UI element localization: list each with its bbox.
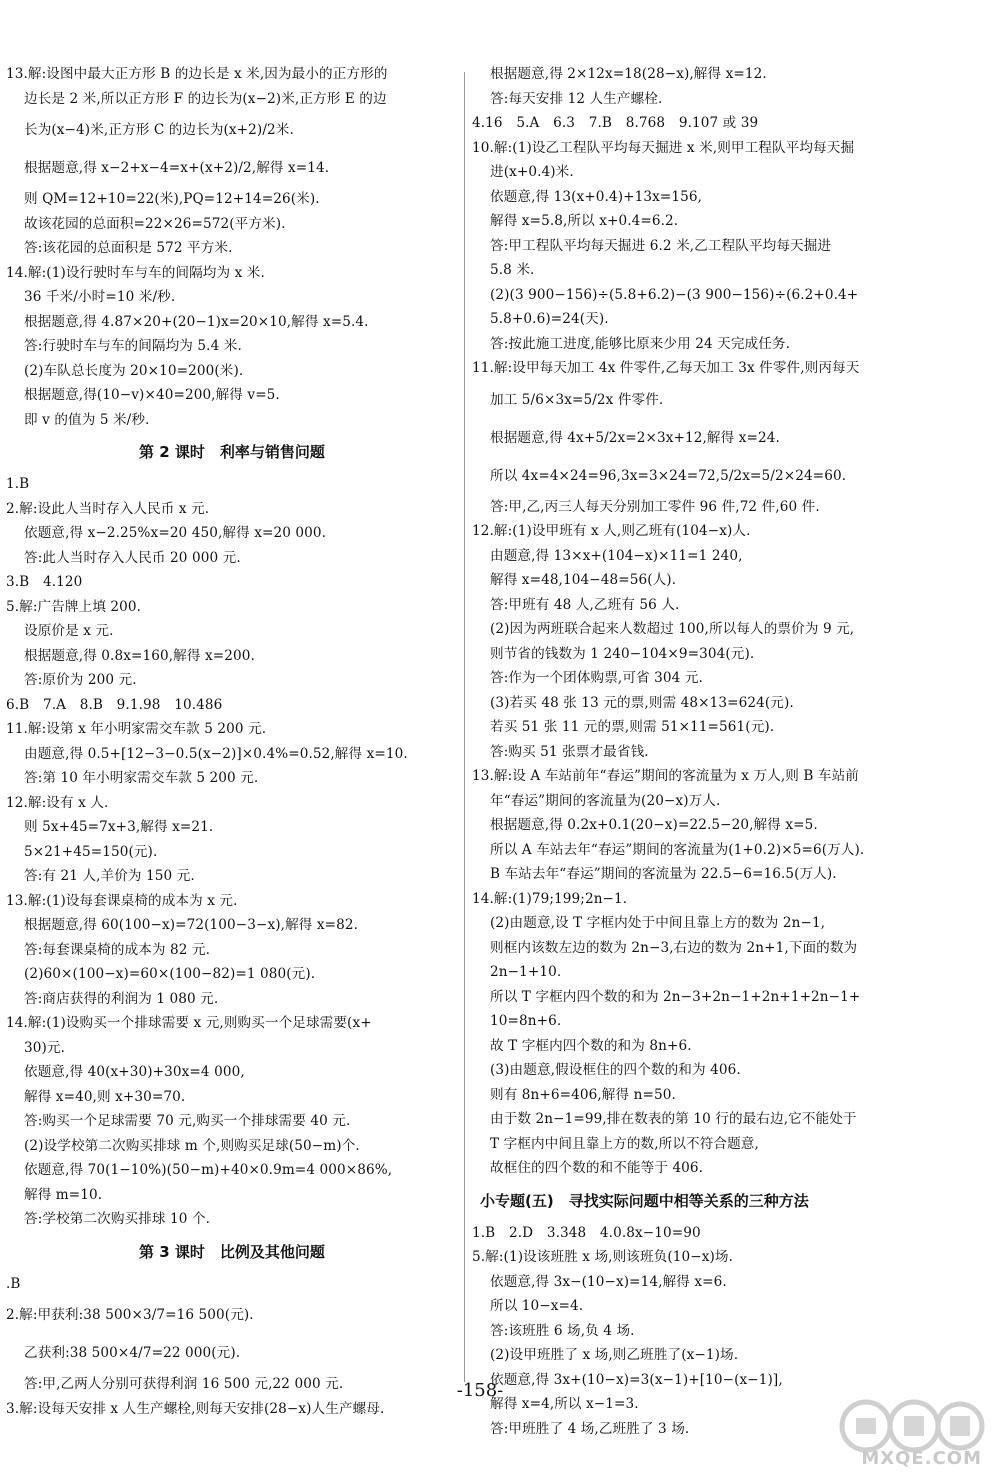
- answer-line: (2)60×(100−x)=60×(100−82)=1 080(元).: [24, 966, 316, 982]
- answer-line: (2)车队总长度为 20×10=200(米).: [24, 362, 244, 379]
- answer-line: 5×21+45=150(元).: [24, 843, 158, 860]
- answer-line: 设原价是 x 元.: [24, 623, 114, 639]
- answer-line: 由题意,得 0.5+[12−3−0.5(x−2)]×0.4%=0.52,解得 x=10.: [24, 745, 408, 762]
- page-number: -158-: [456, 1380, 504, 1401]
- answer-line: 所以 T 字框内四个数的和为 2n−3+2n−1+2n+1+2n−1+: [490, 988, 861, 1005]
- answer-line: (3)由题意,假设框住的四个数的和为 406.: [490, 1062, 741, 1078]
- answer-line: 答:该花园的总面积是 572 平方米.: [24, 240, 233, 256]
- watermark-text: MXQE.COM: [861, 1448, 982, 1469]
- answer-line: 答:购买 51 张票才最省钱.: [490, 743, 649, 760]
- answer-line: 答:甲班胜了 4 场,乙班胜了 3 场.: [490, 1420, 690, 1437]
- answer-line: 若买 51 张 11 元的票,则需 51×11=561(元).: [490, 719, 775, 735]
- answer-line: 1.B: [6, 476, 30, 492]
- answer-line: 解得 x=5.8,所以 x+0.4=6.2.: [490, 213, 679, 229]
- answer-line: 2.解:甲获利:38 500×3/7=16 500(元).: [6, 1307, 254, 1323]
- answer-line: 4.16 5.A 6.3 7.B 8.768 9.107 或 39: [472, 115, 759, 131]
- answer-line: 根据题意,得 4x+5/2x=2×3x+12,解得 x=24.: [490, 429, 780, 446]
- answer-line: 依题意,得 40(x+30)+30x=4 000,: [24, 1064, 245, 1080]
- left-column: [6, 62, 458, 1421]
- answer-line: 乙获利:38 500×4/7=22 000(元).: [24, 1345, 241, 1361]
- answer-line: 依题意,得 x−2.25%x=20 450,解得 x=20 000.: [24, 525, 327, 541]
- answer-line: 答:有 21 人,羊价为 150 元.: [24, 868, 195, 884]
- section-heading: 第 3 课时 比例及其他问题: [139, 1242, 325, 1261]
- answer-line: 答:原价为 200 元.: [24, 672, 137, 688]
- answer-line: 答:购买一个足球需要 70 元,购买一个排球需要 40 元.: [24, 1113, 351, 1129]
- answer-line: 解得 x=4,所以 x−1=3.: [490, 1396, 639, 1412]
- answer-line: 14.解:(1)设行驶时车与车的间隔均为 x 米.: [6, 264, 265, 281]
- answer-line: 解得 x=40,则 x+30=70.: [24, 1088, 186, 1105]
- answer-line: 故框住的四个数的和不能等于 406.: [490, 1160, 704, 1176]
- answer-line: (2)(3 900−156)÷(5.8+6.2)−(3 900−156)÷(6.2+0.4+: [490, 286, 859, 303]
- answer-line: 答:作为一个团体购票,可省 304 元.: [490, 670, 703, 686]
- answer-line: 3.解:设每天安排 x 人生产螺栓,则每天安排(28−x)人生产螺母.: [6, 1400, 385, 1417]
- section-heading: 第 2 课时 利率与销售问题: [139, 443, 325, 461]
- answer-line: 年“春运”期间的客流量为(20−x)万人.: [490, 792, 721, 809]
- column-divider: [464, 72, 465, 1382]
- answer-line: 13.解:设图中最大正方形 B 的边长是 x 米,因为最小的正方形的: [6, 66, 388, 82]
- answer-line: 所以 4x=4×24=96,3x=3×24=72,5/2x=5/2×24=60.: [490, 467, 847, 484]
- answer-line: 加工 5/6×3x=5/2x 件零件.: [490, 391, 664, 408]
- answer-line: 则框内该数左边的数为 2n−3,右边的数为 2n+1,下面的数为: [490, 939, 858, 956]
- answer-line: 根据题意,得(10−v)×40=200,解得 v=5.: [24, 387, 280, 403]
- answer-line: 则节省的钱数为 1 240−104×9=304(元).: [490, 645, 755, 662]
- answer-line: T 字框内中间且靠上方的数,所以不符合题意,: [490, 1135, 759, 1152]
- answer-line: 根据题意,得 x−2+x−4=x+(x+2)/2,解得 x=14.: [24, 160, 330, 176]
- answer-line: 13.解:(1)设每套课桌椅的成本为 x 元.: [6, 892, 238, 909]
- answer-line: 根据题意,得 4.87×20+(20−1)x=20×10,解得 x=5.4.: [24, 313, 369, 330]
- answer-line: 5.解:(1)设该班胜 x 场,则该班负(10−x)场.: [472, 1249, 734, 1265]
- answer-line: B 车站去年“春运”期间的客流量为 22.5−6=16.5(万人).: [490, 866, 837, 882]
- answer-line: 1.B 2.D 3.348 4.0.8x−10=90: [472, 1224, 701, 1241]
- answer-line: 依题意,得 3x−(10−x)=14,解得 x=6.: [490, 1273, 727, 1290]
- answer-line: .B: [6, 1275, 21, 1292]
- answer-line: 即 v 的值为 5 米/秒.: [24, 411, 150, 428]
- answer-line: 36 千米/小时=10 米/秒.: [24, 289, 176, 305]
- answer-line: 答:按此施工进度,能够比原来少用 24 天完成任务.: [490, 335, 791, 352]
- answer-line: 根据题意,得 2×12x=18(28−x),解得 x=12.: [490, 66, 767, 82]
- answer-line: 所以 10−x=4.: [490, 1298, 584, 1314]
- answer-line: (2)设学校第二次购买排球 m 个,则购买足球(50−m)个.: [24, 1137, 360, 1154]
- answer-line: (2)设甲班胜了 x 场,则乙班胜了(x−1)场.: [490, 1347, 739, 1363]
- answer-line: 11.解:设第 x 年小明家需交车款 5 200 元.: [6, 721, 267, 737]
- answer-line: 12.解:设有 x 人.: [6, 794, 109, 811]
- answer-line: 根据题意,得 0.2x+0.1(20−x)=22.5−20,解得 x=5.: [490, 817, 818, 833]
- answer-line: 14.解:(1)79;199;2n−1.: [472, 890, 628, 907]
- answer-line: 答:甲工程队平均每天掘进 6.2 米,乙工程队平均每天掘进: [490, 237, 832, 254]
- answer-line: 5.解:广告牌上填 200.: [6, 598, 142, 615]
- answer-line: 答:学校第二次购买排球 10 个.: [24, 1211, 211, 1227]
- right-column: [472, 62, 992, 1441]
- answer-line: 依题意,得 3x+(10−x)=3(x−1)+[10−(x−1)],: [490, 1371, 783, 1388]
- answer-line: 答:商店获得的利润为 1 080 元.: [24, 990, 219, 1007]
- answer-line: 边长是 2 米,所以正方形 F 的边长为(x−2)米,正方形 E 的边: [24, 90, 387, 107]
- answer-line: 则 5x+45=7x+3,解得 x=21.: [24, 819, 214, 835]
- answer-line: 则 QM=12+10=22(米),PQ=12+14=26(米).: [24, 191, 320, 207]
- answer-line: 答:甲,乙两人分别可获得利润 16 500 元,22 000 元.: [24, 1376, 344, 1392]
- answer-line: 2.解:设此人当时存入人民币 x 元.: [6, 500, 210, 517]
- answer-line: 根据题意,得 0.8x=160,解得 x=200.: [24, 647, 255, 664]
- answer-line: 答:第 10 年小明家需交车款 5 200 元.: [24, 770, 259, 786]
- answer-line: 解得 x=48,104−48=56(人).: [490, 572, 677, 588]
- section-heading: 小专题(五) 寻找实际问题中相等关系的三种方法: [480, 1191, 809, 1210]
- answer-line: 进(x+0.4)米.: [490, 164, 574, 180]
- answer-line: (3)若买 48 张 13 元的票,则需 48×13=624(元).: [490, 694, 794, 711]
- answer-line: 11.解:设甲每天加工 4x 件零件,乙每天加工 3x 件零件,则丙每天: [472, 360, 860, 376]
- answer-line: 3.B 4.120: [6, 574, 83, 590]
- answer-line: 由于数 2n−1=99,排在数表的第 10 行的最右边,它不能处于: [490, 1111, 857, 1127]
- answer-line: 2n−1+10.: [490, 964, 562, 980]
- answer-line: 依题意,得 13(x+0.4)+13x=156,: [490, 188, 703, 205]
- answer-line: (2)由题意,设 T 字框内处于中间且靠上方的数为 2n−1,: [490, 915, 826, 931]
- answer-line: (2)因为两班联合起来人数超过 100,所以每人的票价为 9 元,: [490, 621, 855, 637]
- answer-line: 答:甲,乙,丙三人每天分别加工零件 96 件,72 件,60 件.: [490, 498, 820, 515]
- answer-line: 30)元.: [24, 1039, 66, 1056]
- answer-line: 所以 A 车站去年“春运”期间的客流量为(1+0.2)×5=6(万人).: [490, 841, 865, 858]
- answer-line: 5.8+0.6)=24(天).: [490, 311, 609, 327]
- answer-line: 6.B 7.A 8.B 9.1.98 10.486: [6, 696, 223, 713]
- answer-line: 答:此人当时存入人民币 20 000 元.: [24, 549, 241, 566]
- answer-line: 5.8 米.: [490, 262, 535, 278]
- answer-line: 答:该班胜 6 场,负 4 场.: [490, 1322, 635, 1339]
- answer-line: 13.解:设 A 车站前年“春运”期间的客流量为 x 万人,则 B 车站前: [472, 768, 859, 784]
- answer-line: 长为(x−4)米,正方形 C 的边长为(x+2)/2米.: [24, 122, 294, 138]
- answer-line: 故该花园的总面积=22×26=572(平方米).: [24, 215, 286, 232]
- answer-line: 12.解:(1)设甲班有 x 人,则乙班有(104−x)人.: [472, 523, 751, 539]
- answer-line: 答:每天安排 12 人生产螺栓.: [490, 90, 663, 107]
- answer-line: 解得 m=10.: [24, 1186, 103, 1203]
- answer-line: 由题意,得 13×x+(104−x)×11=1 240,: [490, 547, 743, 564]
- answer-line: 10.解:(1)设乙工程队平均每天掘进 x 米,则甲工程队平均每天掘: [472, 139, 855, 156]
- answer-line: 依题意,得 70(1−10%)(50−m)+40×0.9m=4 000×86%,: [24, 1162, 393, 1178]
- answer-line: 14.解:(1)设购买一个排球需要 x 元,则购买一个足球需要(x+: [6, 1015, 372, 1031]
- answer-line: 故 T 字框内四个数的和为 8n+6.: [490, 1037, 692, 1054]
- answer-line: 根据题意,得 60(100−x)=72(100−3−x),解得 x=82.: [24, 917, 359, 933]
- answer-line: 则有 8n+6=406,解得 n=50.: [490, 1086, 676, 1103]
- answer-line: 答:甲班有 48 人,乙班有 56 人.: [490, 596, 680, 613]
- answer-line: 答:每套课桌椅的成本为 82 元.: [24, 941, 211, 958]
- answer-line: 10=8n+6.: [490, 1013, 562, 1029]
- answer-line: 答:行驶时车与车的间隔均为 5.4 米.: [24, 338, 242, 354]
